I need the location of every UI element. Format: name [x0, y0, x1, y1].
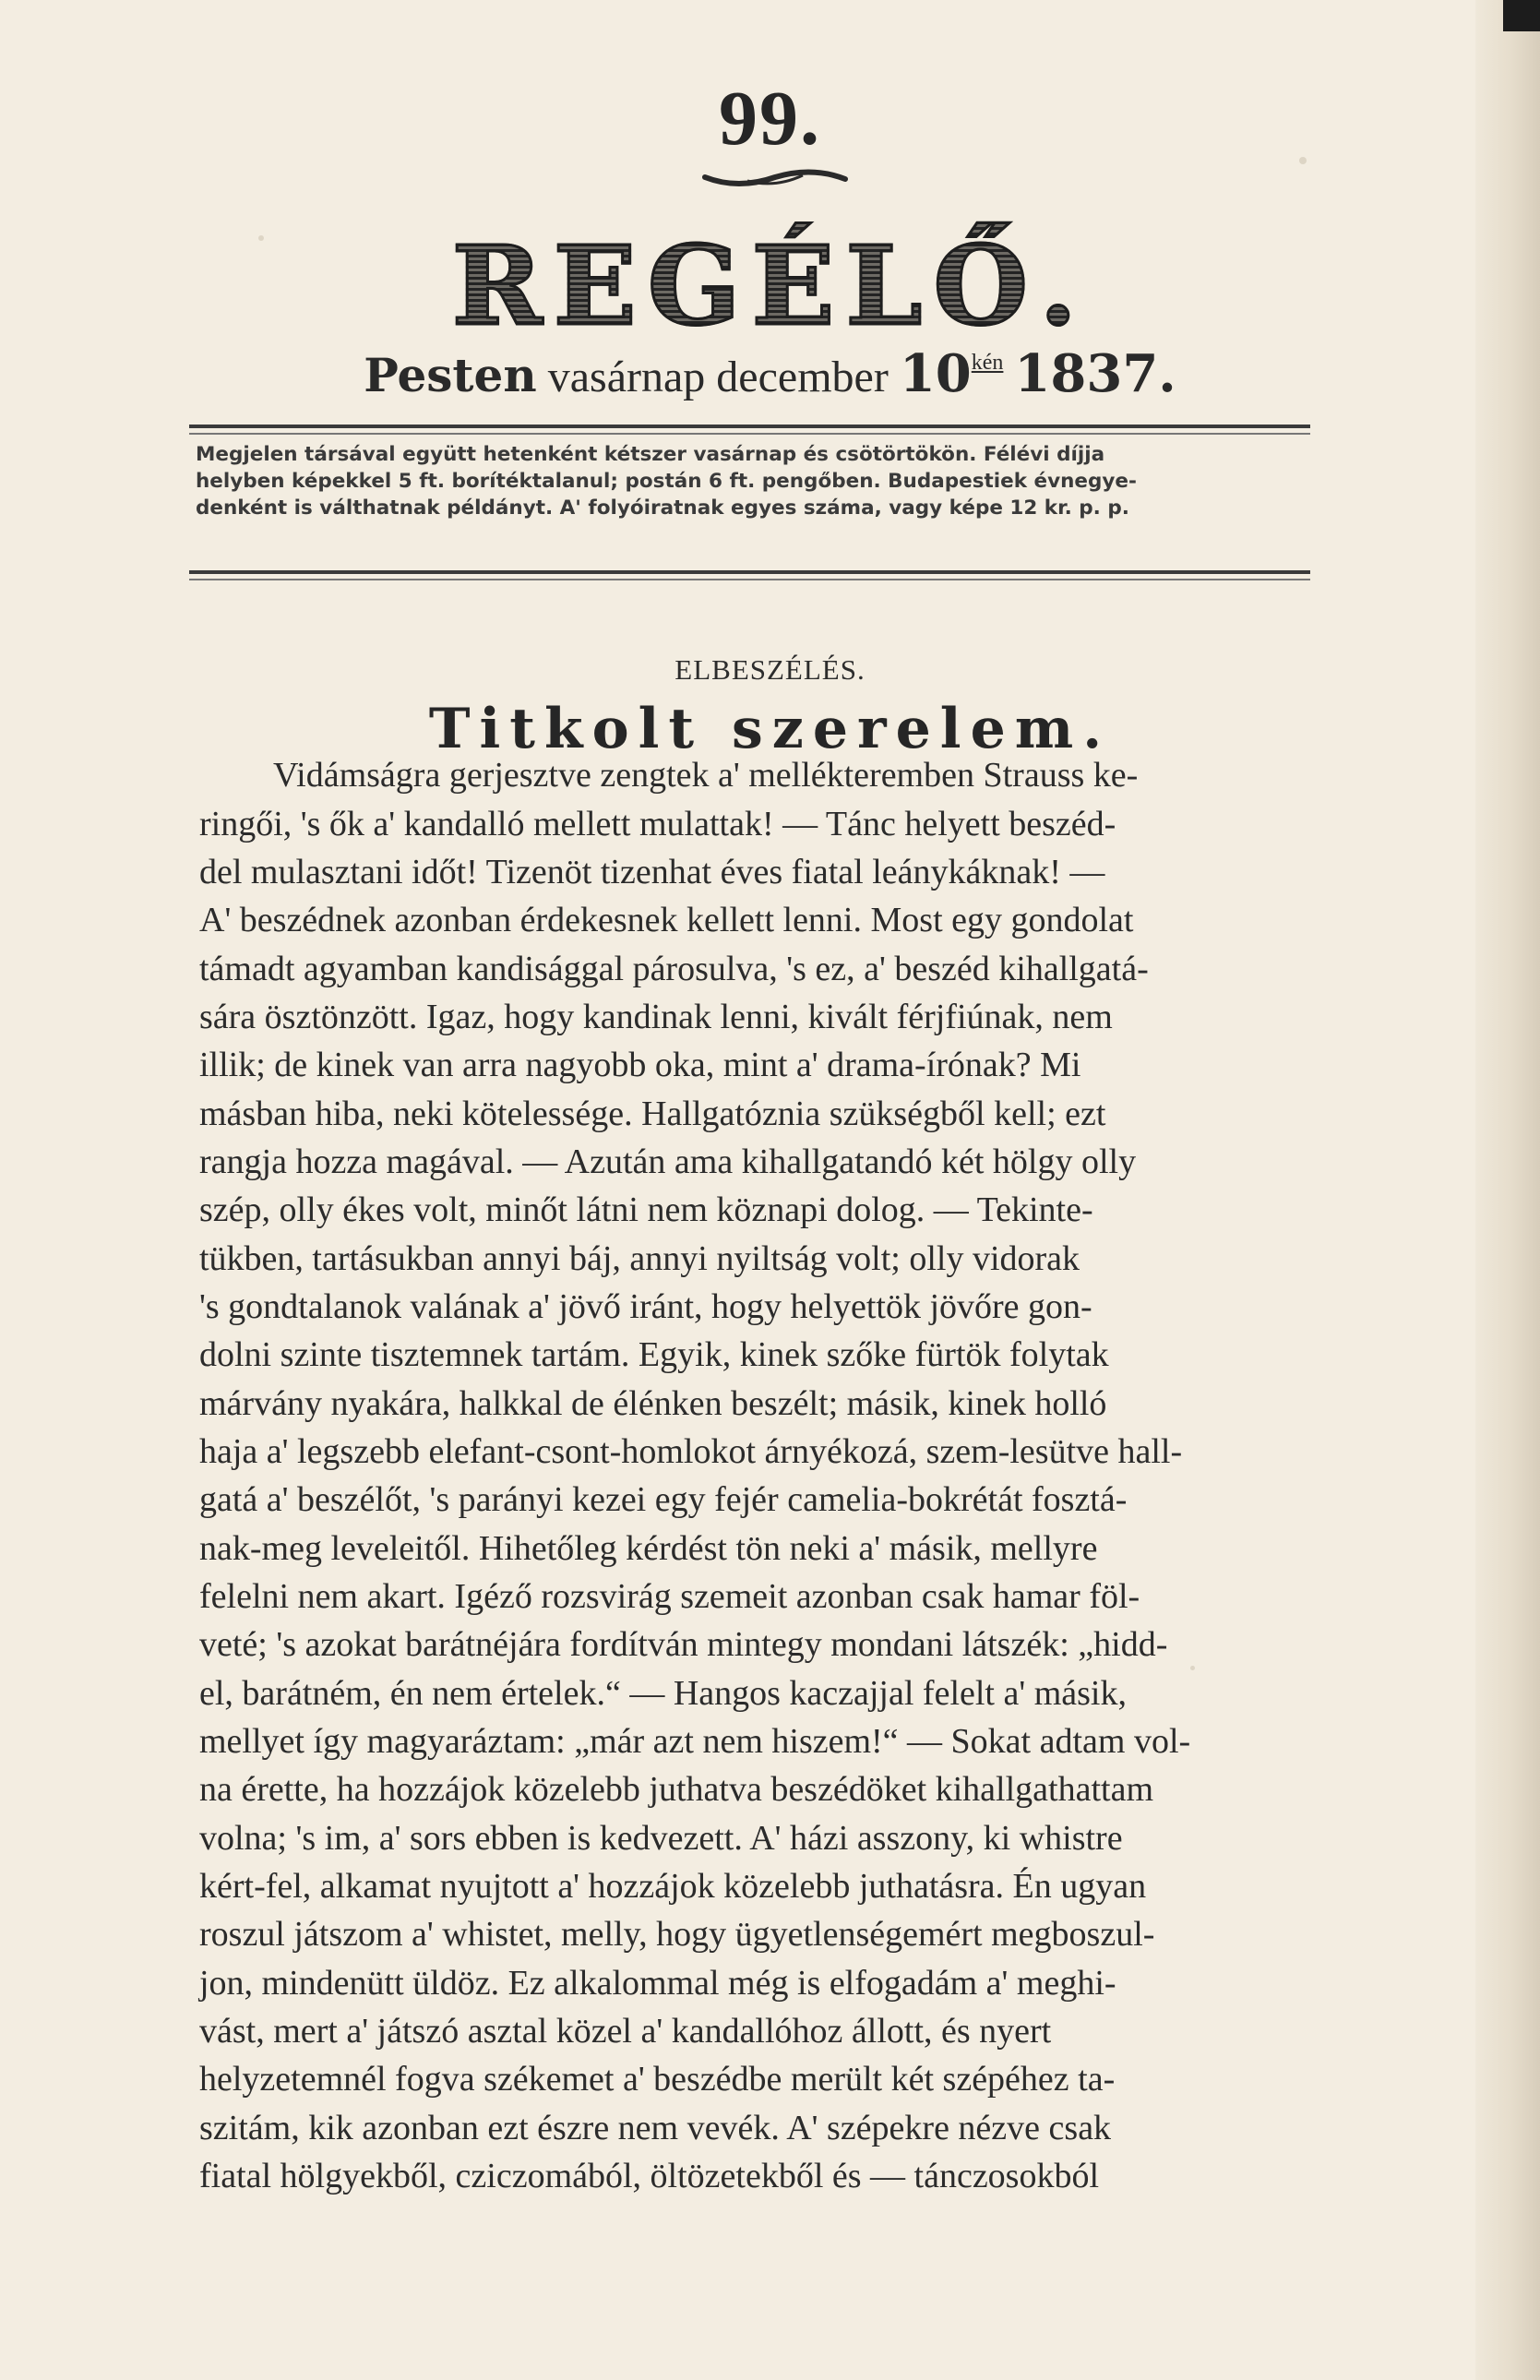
body-line: tükben, tartásukban annyi báj, annyi nyiltság volt; olly vidorak	[199, 1238, 1080, 1278]
body-line: gatá a' beszélőt, 's parányi kezei egy fejér camelia-bokrétát fosztá-	[199, 1480, 1128, 1520]
ornament-flourish	[701, 164, 849, 192]
body-line: sára ösztönzött. Igaz, hogy kandinak lenni, kivált férjfiúnak, nem	[199, 997, 1113, 1036]
notice-line: helyben képekkel 5 ft. borítéktalanul; postán 6 ft. pengőben. Budapestiek évnegye-	[196, 470, 1137, 493]
body-line: jon, mindenütt üldöz. Ez alkalommal még is elfogadám a' meghi-	[199, 1963, 1116, 2003]
body-line: vást, mert a' játszó asztal közel a' kandallóhoz állott, és nyert	[199, 2012, 1052, 2051]
body-line: mellyet így magyaráztam: „már azt nem hiszem!“ — Sokat adtam vol-	[199, 1722, 1191, 1762]
top-rule	[189, 425, 1310, 428]
body-line: del mulasztani időt! Tizenöt tizenhat éves fiatal leánykáknak! —	[199, 852, 1105, 891]
masthead	[0, 221, 1540, 360]
body-line: rangja hozza magával. — Azután ama kihallgatandó két hölgy olly	[199, 1142, 1137, 1181]
dateline-day-suffix: kén	[971, 351, 1004, 375]
body-line: kért-fel, alkamat nyujtott a' hozzájok közelebb juthatásra. Én ugyan	[199, 1867, 1147, 1907]
dateline-text: vasárnap december	[547, 353, 889, 401]
issue-number: 99.	[719, 76, 821, 161]
body-line: helyzetemnél fogva székemet a' beszédbe merült két szépéhez ta-	[199, 2060, 1116, 2099]
body-line: szép, olly ékes volt, minőt látni nem köznapi dolog. — Tekinte-	[199, 1190, 1093, 1230]
bottom-rule	[189, 570, 1310, 574]
body-line: márvány nyakára, halkkal de élénken beszélt; másik, kinek holló	[199, 1383, 1107, 1423]
body-line: fiatal hölgyekből, cziczomából, öltözetekből és — tánczosokból	[199, 2157, 1100, 2196]
body-line: támadt agyamban kandisággal párosulva, 's ez, a' beszéd kihallgatá-	[199, 949, 1149, 988]
dateline	[0, 343, 1540, 404]
body-line: illik; de kinek van arra nagyobb oka, mint a' drama-írónak? Mi	[199, 1046, 1081, 1085]
scan-corner	[1503, 0, 1540, 31]
body-line: másban hiba, neki kötelessége. Hallgatóznia szükségből kell; ezt	[199, 1094, 1106, 1133]
dateline-city: Pesten	[364, 348, 537, 402]
body-line: na érette, ha hozzájok közelebb juthatva beszédöket kihallgathattam	[199, 1770, 1153, 1810]
body-line: haja a' legszebb elefant-csont-homlokot árnyékozá, szem-lesütve hall-	[199, 1431, 1183, 1471]
body-line: ringői, 's ők a' kandalló mellett mulattak! — Tánc helyett beszéd-	[199, 804, 1116, 843]
dateline-year: 1837.	[1014, 343, 1176, 404]
story-title: Titkolt szerelem.	[428, 697, 1112, 761]
subscription-notice	[196, 441, 1303, 521]
story-body	[199, 751, 1325, 2200]
body-line: felelni nem akart. Igéző rozsvirág szemeit azonban csak hamar föl-	[199, 1577, 1140, 1617]
body-line: szitám, kik azonban ezt észre nem vevék. A' szépekre nézve csak	[199, 2108, 1112, 2147]
bottom-rule-thin	[189, 579, 1310, 580]
body-line: roszul játszom a' whistet, melly, hogy ügyetlenségemért megboszul-	[199, 1915, 1155, 1955]
section-heading: ELBESZÉLÉS.	[674, 653, 866, 686]
notice-line: denként is válthatnak példányt. A' folyóiratnak egyes száma, vagy képe 12 kr. p. p.	[196, 496, 1129, 520]
body-line: Vidámságra gerjesztve zengtek a' mellékteremben Strauss ke-	[273, 756, 1139, 795]
dateline-day: 10	[899, 343, 972, 404]
body-line: volna; 's im, a' sors ebben is kedvezett. A' házi asszony, ki whistre	[199, 1818, 1123, 1858]
body-line: veté; 's azokat barátnéjára fordítván mintegy mondani látszék: „hidd-	[199, 1625, 1168, 1665]
notice-line: Megjelen társával együtt hetenként kétszer vasárnap és csötörtökön. Félévi díjja	[196, 443, 1105, 466]
body-line: 's gondtalanok valának a' jövő iránt, hogy helyettök jövőre gon-	[199, 1286, 1092, 1326]
body-line: A' beszédnek azonban érdekesnek kellett lenni. Most egy gondolat	[199, 901, 1134, 940]
top-rule-thin	[189, 433, 1310, 435]
body-line: dolni szinte tisztemnek tartám. Egyik, kinek szőke fürtök folytak	[199, 1335, 1109, 1375]
body-line: nak-meg leveleitől. Hihetőleg kérdést tön neki a' másik, mellyre	[199, 1528, 1098, 1568]
masthead-title: REGÉLŐ.	[451, 221, 1089, 350]
body-line: el, barátném, én nem értelek.“ — Hangos kaczajjal felelt a' másik,	[199, 1673, 1127, 1713]
